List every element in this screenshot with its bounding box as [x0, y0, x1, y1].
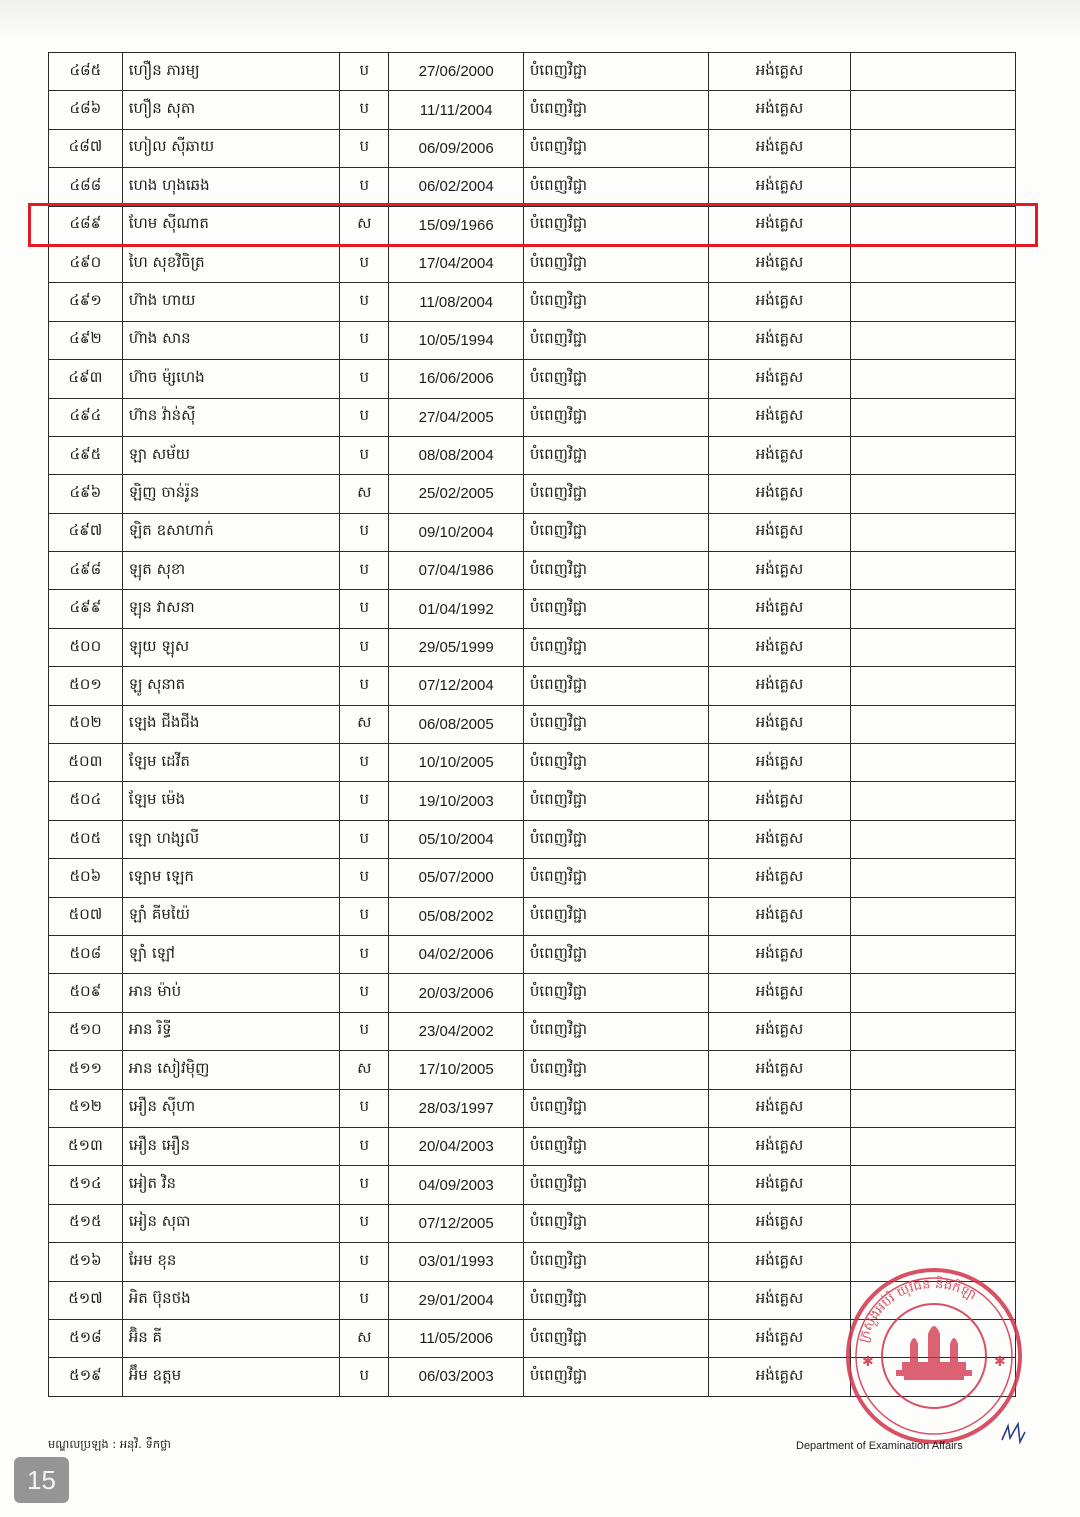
date-of-birth-cell: 17/10/2005 [389, 1051, 523, 1089]
candidate-name-cell: ឡិញ ចាន់រ៉ូន [122, 475, 339, 513]
candidate-table [48, 52, 1016, 1397]
class-cell: បំពេញវិជ្ជា [523, 91, 708, 129]
date-of-birth-cell: 20/03/2006 [389, 974, 523, 1012]
note-cell [851, 1204, 1016, 1242]
class-cell: បំពេញវិជ្ជា [523, 705, 708, 743]
candidate-name-cell: ឡូ សុនាត [122, 667, 339, 705]
note-cell [851, 1166, 1016, 1204]
sex-cell: ប [339, 590, 389, 628]
row-number-cell: ៤៨៥ [49, 53, 123, 91]
subject-cell: អង់គ្លេស [708, 1281, 850, 1319]
table-row [49, 744, 1016, 782]
date-of-birth-cell: 07/12/2004 [389, 667, 523, 705]
subject-cell: អង់គ្លេស [708, 1012, 850, 1050]
subject-cell: អង់គ្លេស [708, 552, 850, 590]
date-of-birth-cell: 10/05/1994 [389, 321, 523, 359]
candidate-name-cell: អឿន ស៊ីហា [122, 1089, 339, 1127]
class-cell: បំពេញវិជ្ជា [523, 1281, 708, 1319]
sex-cell: ប [339, 782, 389, 820]
table-row [49, 935, 1016, 973]
note-cell [851, 782, 1016, 820]
subject-cell: អង់គ្លេស [708, 53, 850, 91]
sex-cell: ប [339, 283, 389, 321]
row-number-cell: ៤៩១ [49, 283, 123, 321]
class-cell: បំពេញវិជ្ជា [523, 206, 708, 244]
row-number-cell: ៤៨៨ [49, 168, 123, 206]
subject-cell: អង់គ្លេស [708, 782, 850, 820]
candidate-name-cell: អាន ម៉ាប់ [122, 974, 339, 1012]
sex-cell: ប [339, 1127, 389, 1165]
sex-cell: ប [339, 552, 389, 590]
class-cell: បំពេញវិជ្ជា [523, 1012, 708, 1050]
candidate-name-cell: ឡុយ ឡុស [122, 628, 339, 666]
candidate-name-cell: អាន សៀវម៉ិញ [122, 1051, 339, 1089]
subject-cell: អង់គ្លេស [708, 129, 850, 167]
subject-cell: អង់គ្លេស [708, 1051, 850, 1089]
note-cell [851, 360, 1016, 398]
subject-cell: អង់គ្លេស [708, 974, 850, 1012]
table-row [49, 782, 1016, 820]
table-row [49, 820, 1016, 858]
candidate-name-cell: អ៊ិន គី [122, 1319, 339, 1357]
class-cell: បំពេញវិជ្ជា [523, 859, 708, 897]
class-cell: បំពេញវិជ្ជា [523, 1243, 708, 1281]
note-cell [851, 1089, 1016, 1127]
sex-cell: ប [339, 1089, 389, 1127]
date-of-birth-cell: 05/08/2002 [389, 897, 523, 935]
note-cell [851, 129, 1016, 167]
candidate-name-cell: អាន រិទ្ធី [122, 1012, 339, 1050]
class-cell: បំពេញវិជ្ជា [523, 744, 708, 782]
candidate-name-cell: ហៀល ស៊ីឆាយ [122, 129, 339, 167]
candidate-name-cell: ហឿន សុតា [122, 91, 339, 129]
handwritten-signature-mark [998, 1418, 1028, 1448]
sex-cell: ប [339, 360, 389, 398]
row-number-cell: ៥០០ [49, 628, 123, 666]
table-row [49, 897, 1016, 935]
note-cell [851, 628, 1016, 666]
subject-cell: អង់គ្លេស [708, 897, 850, 935]
department-footer: Department of Examination Affairs [796, 1440, 963, 1452]
subject-cell: អង់គ្លេស [708, 436, 850, 474]
class-cell: បំពេញវិជ្ជា [523, 974, 708, 1012]
subject-cell: អង់គ្លេស [708, 1166, 850, 1204]
sex-cell: ស [339, 1051, 389, 1089]
row-number-cell: ៤៩៨ [49, 552, 123, 590]
note-cell [851, 667, 1016, 705]
candidate-name-cell: ឡោម ឡេក [122, 859, 339, 897]
date-of-birth-cell: 08/08/2004 [389, 436, 523, 474]
table-row [49, 283, 1016, 321]
candidate-table-body [49, 53, 1016, 1397]
subject-cell: អង់គ្លេស [708, 206, 850, 244]
subject-cell: អង់គ្លេស [708, 244, 850, 282]
table-row [49, 1012, 1016, 1050]
class-cell: បំពេញវិជ្ជា [523, 244, 708, 282]
sex-cell: ប [339, 398, 389, 436]
date-of-birth-cell: 07/12/2005 [389, 1204, 523, 1242]
subject-cell: អង់គ្លេស [708, 513, 850, 551]
row-number-cell: ៥០២ [49, 705, 123, 743]
candidate-name-cell: ហ៊ាង សាន [122, 321, 339, 359]
table-row [49, 552, 1016, 590]
row-number-cell: ៥០៦ [49, 859, 123, 897]
row-number-cell: ៤៩៣ [49, 360, 123, 398]
candidate-name-cell: ឡា សម័យ [122, 436, 339, 474]
table-row [49, 628, 1016, 666]
subject-cell: អង់គ្លេស [708, 1127, 850, 1165]
candidate-name-cell: អ៊ឹម ឧត្តម [122, 1358, 339, 1396]
row-number-cell: ៥១៣ [49, 1127, 123, 1165]
candidate-name-cell: ឡុត សុខា [122, 552, 339, 590]
subject-cell: អង់គ្លេស [708, 705, 850, 743]
note-cell [851, 705, 1016, 743]
date-of-birth-cell: 17/04/2004 [389, 244, 523, 282]
subject-cell: អង់គ្លេស [708, 859, 850, 897]
date-of-birth-cell: 23/04/2002 [389, 1012, 523, 1050]
table-row [49, 129, 1016, 167]
subject-cell: អង់គ្លេស [708, 820, 850, 858]
row-number-cell: ៥១៨ [49, 1319, 123, 1357]
date-of-birth-cell: 06/03/2003 [389, 1358, 523, 1396]
class-cell: បំពេញវិជ្ជា [523, 53, 708, 91]
class-cell: បំពេញវិជ្ជា [523, 1127, 708, 1165]
date-of-birth-cell: 04/09/2003 [389, 1166, 523, 1204]
note-cell [851, 897, 1016, 935]
row-number-cell: ៥០១ [49, 667, 123, 705]
note-cell [851, 820, 1016, 858]
subject-cell: អង់គ្លេស [708, 1089, 850, 1127]
subject-cell: អង់គ្លេស [708, 475, 850, 513]
subject-cell: អង់គ្លេស [708, 1319, 850, 1357]
subject-cell: អង់គ្លេស [708, 935, 850, 973]
note-cell [851, 744, 1016, 782]
note-cell [851, 321, 1016, 359]
subject-cell: អង់គ្លេស [708, 1204, 850, 1242]
table-row [49, 168, 1016, 206]
class-cell: បំពេញវិជ្ជា [523, 1051, 708, 1089]
subject-cell: អង់គ្លេស [708, 168, 850, 206]
subject-cell: អង់គ្លេស [708, 590, 850, 628]
row-number-cell: ៥០៧ [49, 897, 123, 935]
sex-cell: ស [339, 206, 389, 244]
date-of-birth-cell: 15/09/1966 [389, 206, 523, 244]
table-row [49, 513, 1016, 551]
date-of-birth-cell: 11/05/2006 [389, 1319, 523, 1357]
candidate-name-cell: ហ៊ាច ម៉្សហេង [122, 360, 339, 398]
sex-cell: ប [339, 744, 389, 782]
svg-text:✱: ✱ [994, 1354, 1006, 1370]
row-number-cell: ៤៩២ [49, 321, 123, 359]
date-of-birth-cell: 16/06/2006 [389, 360, 523, 398]
table-row [49, 705, 1016, 743]
date-of-birth-cell: 27/06/2000 [389, 53, 523, 91]
table-row [49, 360, 1016, 398]
sex-cell: ប [339, 897, 389, 935]
candidate-name-cell: ហឿន ភារម្យ [122, 53, 339, 91]
date-of-birth-cell: 06/09/2006 [389, 129, 523, 167]
date-of-birth-cell: 27/04/2005 [389, 398, 523, 436]
table-row [49, 590, 1016, 628]
candidate-name-cell: ឡែម ដេវីត [122, 744, 339, 782]
candidate-name-cell: ឡាំ គីមយ៉ៃ [122, 897, 339, 935]
class-cell: បំពេញវិជ្ជា [523, 628, 708, 666]
sex-cell: ប [339, 628, 389, 666]
sex-cell: ប [339, 974, 389, 1012]
candidate-name-cell: ហៃ សុខវិចិត្រ [122, 244, 339, 282]
candidate-name-cell: ឡែម ម៉េង [122, 782, 339, 820]
date-of-birth-cell: 01/04/1992 [389, 590, 523, 628]
sex-cell: ប [339, 1358, 389, 1396]
subject-cell: អង់គ្លេស [708, 744, 850, 782]
candidate-name-cell: ហេង ហុងឆេង [122, 168, 339, 206]
row-number-cell: ៥១២ [49, 1089, 123, 1127]
sex-cell: ប [339, 667, 389, 705]
candidate-name-cell: ហែម ស៊ីណាត [122, 206, 339, 244]
table-row [49, 321, 1016, 359]
row-number-cell: ៤៨៩ [49, 206, 123, 244]
date-of-birth-cell: 19/10/2003 [389, 782, 523, 820]
class-cell: បំពេញវិជ្ជា [523, 360, 708, 398]
table-row [49, 1204, 1016, 1242]
class-cell: បំពេញវិជ្ជា [523, 667, 708, 705]
table-row [49, 859, 1016, 897]
table-row [49, 244, 1016, 282]
table-row [49, 1051, 1016, 1089]
candidate-name-cell: អិត ប៊ុនថង [122, 1281, 339, 1319]
seal-text: ក្រសួងអប់រំ យុវជន និងកីឡា [856, 1276, 979, 1345]
note-cell [851, 398, 1016, 436]
candidate-name-cell: អៀត វិន [122, 1166, 339, 1204]
class-cell: បំពេញវិជ្ជា [523, 897, 708, 935]
date-of-birth-cell: 11/11/2004 [389, 91, 523, 129]
page-number-badge: 15 [14, 1457, 69, 1503]
date-of-birth-cell: 03/01/1993 [389, 1243, 523, 1281]
note-cell [851, 436, 1016, 474]
class-cell: បំពេញវិជ្ជា [523, 475, 708, 513]
note-cell [851, 935, 1016, 973]
subject-cell: អង់គ្លេស [708, 667, 850, 705]
candidate-name-cell: ឡាំ ឡៅ [122, 935, 339, 973]
sex-cell: ប [339, 1166, 389, 1204]
date-of-birth-cell: 06/08/2005 [389, 705, 523, 743]
row-number-cell: ៥១៤ [49, 1166, 123, 1204]
candidate-name-cell: ឡេង ជីងជីង [122, 705, 339, 743]
row-number-cell: ៥១០ [49, 1012, 123, 1050]
candidate-name-cell: អឿន អឿន [122, 1127, 339, 1165]
date-of-birth-cell: 29/05/1999 [389, 628, 523, 666]
candidate-name-cell: អែម ខុន [122, 1243, 339, 1281]
class-cell: បំពេញវិជ្ជា [523, 552, 708, 590]
row-number-cell: ៥០៩ [49, 974, 123, 1012]
row-number-cell: ៥០៨ [49, 935, 123, 973]
sex-cell: ប [339, 129, 389, 167]
subject-cell: អង់គ្លេស [708, 283, 850, 321]
note-cell [851, 283, 1016, 321]
class-cell: បំពេញវិជ្ជា [523, 398, 708, 436]
date-of-birth-cell: 10/10/2005 [389, 744, 523, 782]
sex-cell: ប [339, 168, 389, 206]
date-of-birth-cell: 09/10/2004 [389, 513, 523, 551]
row-number-cell: ៤៨៧ [49, 129, 123, 167]
date-of-birth-cell: 11/08/2004 [389, 283, 523, 321]
note-cell [851, 168, 1016, 206]
sex-cell: ប [339, 53, 389, 91]
table-row [49, 1127, 1016, 1165]
candidate-name-cell: ឡិត ឧសាហាក់ [122, 513, 339, 551]
table-row [49, 1166, 1016, 1204]
sex-cell: ស [339, 1319, 389, 1357]
subject-cell: អង់គ្លេស [708, 321, 850, 359]
sex-cell: ប [339, 820, 389, 858]
subject-cell: អង់គ្លេស [708, 1358, 850, 1396]
sex-cell: ប [339, 935, 389, 973]
class-cell: បំពេញវិជ្ជា [523, 1204, 708, 1242]
row-number-cell: ៤៨៦ [49, 91, 123, 129]
highlight-box [28, 203, 1038, 247]
sex-cell: ប [339, 513, 389, 551]
subject-cell: អង់គ្លេស [708, 91, 850, 129]
class-cell: បំពេញវិជ្ជា [523, 1166, 708, 1204]
row-number-cell: ៤៩០ [49, 244, 123, 282]
note-cell [851, 1051, 1016, 1089]
subject-cell: អង់គ្លេស [708, 360, 850, 398]
class-cell: បំពេញវិជ្ជា [523, 168, 708, 206]
sex-cell: ប [339, 1243, 389, 1281]
svg-text:✱: ✱ [862, 1354, 874, 1370]
date-of-birth-cell: 05/07/2000 [389, 859, 523, 897]
table-row [49, 91, 1016, 129]
row-number-cell: ៤៩៤ [49, 398, 123, 436]
candidate-name-cell: ហ៊ាង ហាយ [122, 283, 339, 321]
sex-cell: ស [339, 475, 389, 513]
candidate-name-cell: ឡុន វាសនា [122, 590, 339, 628]
row-number-cell: ៥១៧ [49, 1281, 123, 1319]
table-row [49, 53, 1016, 91]
note-cell [851, 1012, 1016, 1050]
table-row [49, 974, 1016, 1012]
sex-cell: ប [339, 321, 389, 359]
row-number-cell: ៥១៩ [49, 1358, 123, 1396]
class-cell: បំពេញវិជ្ជា [523, 513, 708, 551]
row-number-cell: ៥១១ [49, 1051, 123, 1089]
class-cell: បំពេញវិជ្ជា [523, 436, 708, 474]
sex-cell: ប [339, 1204, 389, 1242]
class-cell: បំពេញវិជ្ជា [523, 1089, 708, 1127]
sex-cell: ប [339, 244, 389, 282]
row-number-cell: ៥១៥ [49, 1204, 123, 1242]
class-cell: បំពេញវិជ្ជា [523, 321, 708, 359]
class-cell: បំពេញវិជ្ជា [523, 283, 708, 321]
subject-cell: អង់គ្លេស [708, 398, 850, 436]
date-of-birth-cell: 06/02/2004 [389, 168, 523, 206]
exam-center-footer: មណ្ឌលប្រឡង : អនុវិ. ទឹកថ្លា [48, 1437, 171, 1451]
row-number-cell: ៤៩៧ [49, 513, 123, 551]
class-cell: បំពេញវិជ្ជា [523, 935, 708, 973]
table-row [49, 436, 1016, 474]
table-row [49, 398, 1016, 436]
sex-cell: ប [339, 91, 389, 129]
note-cell [851, 552, 1016, 590]
class-cell: បំពេញវិជ្ជា [523, 129, 708, 167]
subject-cell: អង់គ្លេស [708, 1243, 850, 1281]
table-row [49, 475, 1016, 513]
sex-cell: ប [339, 1281, 389, 1319]
note-cell [851, 1127, 1016, 1165]
date-of-birth-cell: 05/10/2004 [389, 820, 523, 858]
date-of-birth-cell: 25/02/2005 [389, 475, 523, 513]
table-row [49, 667, 1016, 705]
class-cell: បំពេញវិជ្ជា [523, 590, 708, 628]
date-of-birth-cell: 07/04/1986 [389, 552, 523, 590]
class-cell: បំពេញវិជ្ជា [523, 820, 708, 858]
date-of-birth-cell: 04/02/2006 [389, 935, 523, 973]
class-cell: បំពេញវិជ្ជា [523, 782, 708, 820]
candidate-name-cell: ឡោ ហង្សលី [122, 820, 339, 858]
table-row [49, 1089, 1016, 1127]
class-cell: បំពេញវិជ្ជា [523, 1358, 708, 1396]
note-cell [851, 53, 1016, 91]
sex-cell: ប [339, 1012, 389, 1050]
note-cell [851, 475, 1016, 513]
candidate-name-cell: ហ៊ាន វ៉ាន់ស៊ី [122, 398, 339, 436]
row-number-cell: ៥០៣ [49, 744, 123, 782]
subject-cell: អង់គ្លេស [708, 628, 850, 666]
row-number-cell: ៤៩៩ [49, 590, 123, 628]
sex-cell: ប [339, 436, 389, 474]
row-number-cell: ៥១៦ [49, 1243, 123, 1281]
sex-cell: ប [339, 859, 389, 897]
note-cell [851, 513, 1016, 551]
row-number-cell: ៥០៥ [49, 820, 123, 858]
note-cell [851, 974, 1016, 1012]
note-cell [851, 91, 1016, 129]
svg-text:ក្រសួងអប់រំ យុវជន និងកីឡា [856, 1275, 978, 1344]
candidate-name-cell: អៀន សុធា [122, 1204, 339, 1242]
sex-cell: ស [339, 705, 389, 743]
row-number-cell: ៤៩៦ [49, 475, 123, 513]
date-of-birth-cell: 29/01/2004 [389, 1281, 523, 1319]
note-cell [851, 590, 1016, 628]
date-of-birth-cell: 28/03/1997 [389, 1089, 523, 1127]
class-cell: បំពេញវិជ្ជា [523, 1319, 708, 1357]
note-cell [851, 244, 1016, 282]
page-top-edge [0, 0, 1080, 40]
date-of-birth-cell: 20/04/2003 [389, 1127, 523, 1165]
note-cell [851, 859, 1016, 897]
row-number-cell: ៥០៤ [49, 782, 123, 820]
row-number-cell: ៤៩៥ [49, 436, 123, 474]
